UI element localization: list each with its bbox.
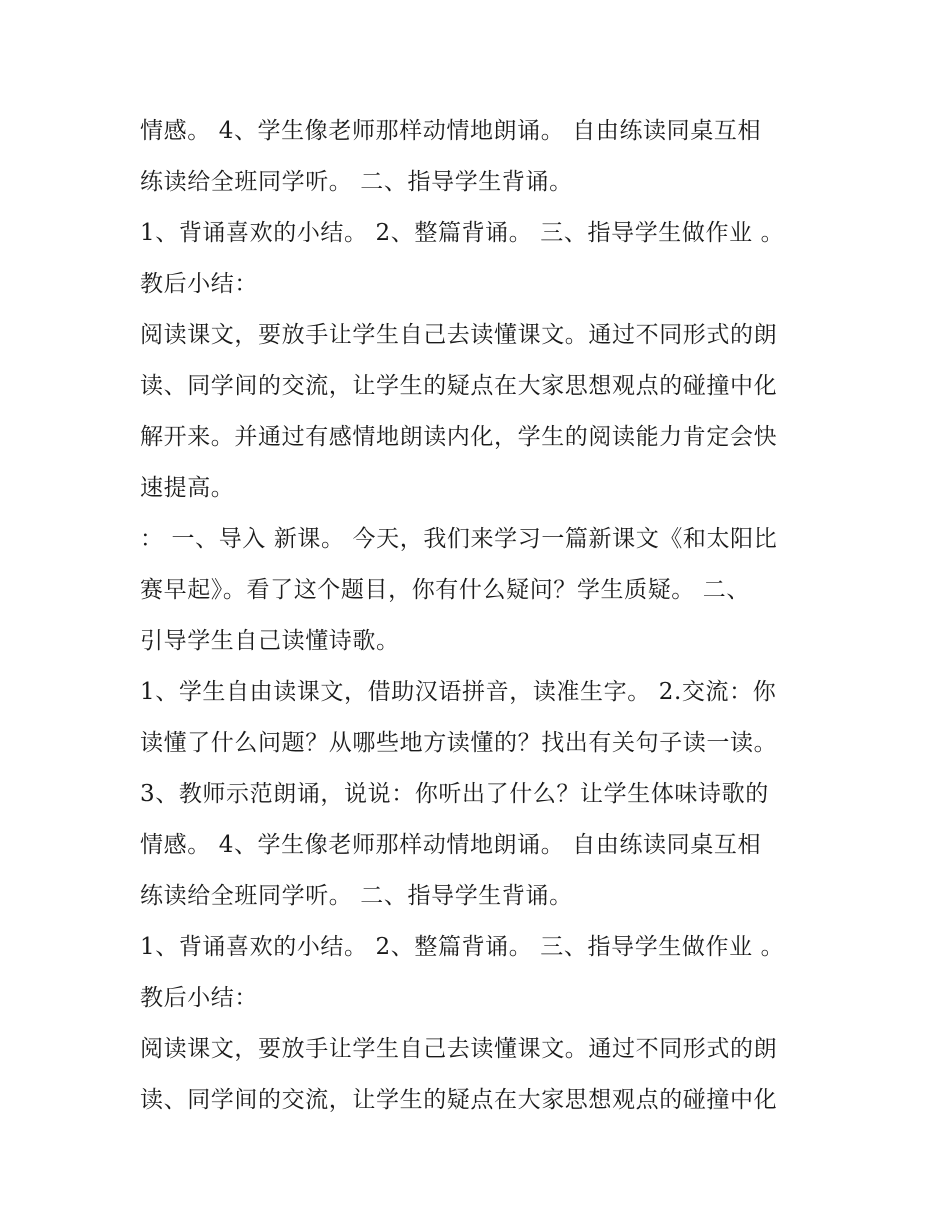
text-line: 读懂了什么问题？从哪些地方读懂的？找出有关句子读一读。 [140, 730, 778, 756]
text-line: 1、背诵喜欢的小结。 2、整篇背诵。 三、指导学生做作业 。 [140, 934, 785, 960]
text-line: 情感。 4、学生像老师那样动情地朗诵。 自由练读同桌互相 [140, 118, 762, 144]
section-heading: 教后小结： [140, 271, 258, 297]
text-line: 解开来。并通过有感情地朗读内化，学生的阅读能力肯定会快 [140, 424, 778, 450]
text-line: 读、同学间的交流，让学生的疑点在大家思想观点的碰撞中化 [140, 1087, 778, 1113]
text-line: ： 一、导入 新课。 今天，我们来学习一篇新课文《和太阳比 [140, 526, 778, 552]
text-line: 3、教师示范朗诵，说说：你听出了什么？让学生体味诗歌的 [140, 781, 769, 807]
text-line: 情感。 4、学生像老师那样动情地朗诵。 自由练读同桌互相 [140, 832, 762, 858]
text-line: 阅读课文，要放手让学生自己去读懂课文。通过不同形式的朗 [140, 322, 778, 348]
text-line: 赛早起》。看了这个题目，你有什么疑问？学生质疑。 二、 [140, 577, 751, 603]
text-line: 1、背诵喜欢的小结。 2、整篇背诵。 三、指导学生做作业 。 [140, 220, 785, 246]
text-line: 练读给全班同学听。 二、指导学生背诵。 [140, 883, 573, 909]
section-heading: 教后小结： [140, 985, 258, 1011]
text-line: 阅读课文，要放手让学生自己去读懂课文。通过不同形式的朗 [140, 1036, 778, 1062]
text-line: 速提高。 [140, 475, 235, 501]
text-line: 引导学生自己读懂诗歌。 [140, 628, 400, 654]
text-line: 1、学生自由读课文，借助汉语拼音，读准生字。 2.交流：你 [140, 679, 777, 705]
document-body [140, 106, 840, 1126]
text-line: 读、同学间的交流，让学生的疑点在大家思想观点的碰撞中化 [140, 373, 778, 399]
text-line: 练读给全班同学听。 二、指导学生背诵。 [140, 169, 573, 195]
